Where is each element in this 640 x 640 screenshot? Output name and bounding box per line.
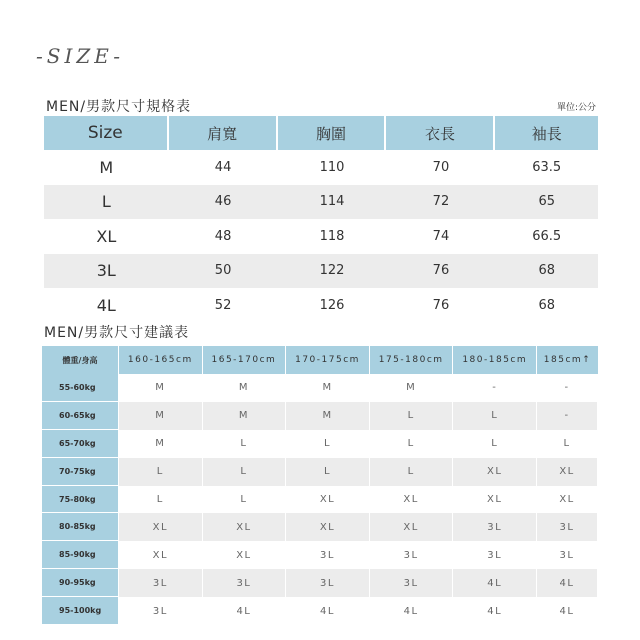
weight-cell: 95-100kg bbox=[42, 597, 119, 625]
recommend-cell: XL bbox=[537, 458, 598, 486]
recommend-cell: 4L bbox=[370, 597, 454, 625]
recommend-cell: XL bbox=[119, 513, 203, 541]
recommend-table-header bbox=[42, 346, 598, 374]
recommend-cell: M bbox=[370, 374, 454, 402]
recommend-cell: M bbox=[119, 402, 203, 430]
recommend-cell: L bbox=[119, 486, 203, 514]
recommend-cell: 3L bbox=[286, 541, 370, 569]
recommend-cell: - bbox=[453, 374, 537, 402]
recommend-cell: 4L bbox=[537, 569, 598, 597]
header-length: 衣長 bbox=[386, 116, 495, 150]
table-row bbox=[42, 569, 598, 597]
size-table-header bbox=[44, 116, 598, 150]
header-height-range: 165-170cm bbox=[203, 346, 287, 374]
recommend-cell: 3L bbox=[537, 541, 598, 569]
recommend-cell: M bbox=[286, 402, 370, 430]
recommend-cell: L bbox=[537, 430, 598, 458]
page-title: -SIZE- bbox=[36, 44, 124, 68]
value-cell: 118 bbox=[319, 228, 345, 244]
header-height-range: 185cm↑ bbox=[537, 346, 598, 374]
size-cell: L bbox=[44, 185, 169, 220]
header-height-range: 160-165cm bbox=[119, 346, 203, 374]
recommend-cell: XL bbox=[286, 486, 370, 514]
value-cell: 114 bbox=[278, 185, 387, 220]
size-cell: 4L bbox=[96, 295, 116, 315]
table-row bbox=[42, 430, 598, 458]
recommend-cell: M bbox=[119, 430, 203, 458]
value-cell: 52 bbox=[214, 297, 232, 313]
recommend-cell: L bbox=[203, 430, 287, 458]
table-row bbox=[44, 150, 598, 185]
value-cell: 65 bbox=[495, 185, 598, 220]
recommend-cell: M bbox=[203, 402, 287, 430]
header-sleeve: 袖長 bbox=[495, 116, 598, 150]
recommend-cell: L bbox=[203, 486, 287, 514]
recommend-cell: 3L bbox=[370, 569, 454, 597]
table-row bbox=[42, 541, 598, 569]
table-row bbox=[42, 597, 598, 625]
table-row bbox=[42, 513, 598, 541]
recommend-cell: L bbox=[453, 430, 537, 458]
value-cell: 68 bbox=[538, 297, 555, 313]
recommend-cell: 3L bbox=[119, 597, 203, 625]
recommend-cell: 3L bbox=[370, 541, 454, 569]
recommend-cell: L bbox=[453, 402, 537, 430]
recommend-cell: M bbox=[203, 374, 287, 402]
recommend-cell: 4L bbox=[286, 597, 370, 625]
recommend-cell: 4L bbox=[453, 569, 537, 597]
value-cell: 72 bbox=[386, 185, 495, 220]
recommend-chart-title: MEN/男款尺寸建議表 bbox=[44, 325, 190, 341]
header-chest: 胸圍 bbox=[278, 116, 387, 150]
recommend-cell: 3L bbox=[203, 569, 287, 597]
recommend-cell: XL bbox=[453, 458, 537, 486]
recommend-cell: L bbox=[203, 458, 287, 486]
recommend-cell: XL bbox=[453, 486, 537, 514]
header-shoulder: 肩寬 bbox=[169, 116, 278, 150]
header-height-range: 175-180cm bbox=[370, 346, 454, 374]
recommend-cell: XL bbox=[537, 486, 598, 514]
recommend-cell: 3L bbox=[286, 569, 370, 597]
value-cell: 70 bbox=[432, 159, 450, 175]
table-row bbox=[44, 219, 598, 254]
value-cell: 74 bbox=[432, 228, 450, 244]
header-weight-height: 體重/身高 bbox=[42, 346, 119, 374]
value-cell: 46 bbox=[169, 185, 278, 220]
recommend-cell: M bbox=[286, 374, 370, 402]
value-cell: 76 bbox=[386, 254, 495, 289]
recommend-cell: L bbox=[286, 430, 370, 458]
recommend-cell: L bbox=[286, 458, 370, 486]
recommend-cell: XL bbox=[370, 513, 454, 541]
unit-label: 單位:公分 bbox=[556, 103, 596, 113]
recommend-cell: XL bbox=[203, 513, 287, 541]
recommend-cell: XL bbox=[203, 541, 287, 569]
recommend-cell: - bbox=[537, 374, 598, 402]
value-cell: 68 bbox=[495, 254, 598, 289]
weight-cell: 85-90kg bbox=[42, 541, 119, 569]
weight-cell: 55-60kg bbox=[42, 374, 119, 402]
table-row bbox=[44, 185, 598, 220]
table-row bbox=[42, 486, 598, 514]
weight-cell: 65-70kg bbox=[42, 430, 119, 458]
recommend-cell: L bbox=[370, 430, 454, 458]
value-cell: 76 bbox=[432, 297, 450, 313]
recommend-cell: XL bbox=[286, 513, 370, 541]
recommend-cell: - bbox=[537, 402, 598, 430]
weight-cell: 70-75kg bbox=[42, 458, 119, 486]
recommend-cell: L bbox=[119, 458, 203, 486]
header-height-range: 170-175cm bbox=[286, 346, 370, 374]
recommend-cell: 4L bbox=[537, 597, 598, 625]
table-row bbox=[44, 288, 598, 323]
recommend-cell: L bbox=[370, 402, 454, 430]
weight-cell: 90-95kg bbox=[42, 569, 119, 597]
header-height-range: 180-185cm bbox=[453, 346, 537, 374]
header-size: Size bbox=[44, 116, 169, 150]
weight-cell: 60-65kg bbox=[42, 402, 119, 430]
recommend-cell: 4L bbox=[453, 597, 537, 625]
table-row bbox=[44, 254, 598, 289]
recommend-cell: XL bbox=[119, 541, 203, 569]
size-cell: M bbox=[99, 157, 114, 177]
table-row bbox=[42, 374, 598, 402]
value-cell: 44 bbox=[214, 159, 232, 175]
value-cell: 110 bbox=[319, 159, 345, 175]
recommend-cell: 4L bbox=[203, 597, 287, 625]
table-row bbox=[42, 402, 598, 430]
value-cell: 122 bbox=[278, 254, 387, 289]
size-cell: 3L bbox=[44, 254, 169, 289]
value-cell: 126 bbox=[319, 297, 345, 313]
size-chart-title: MEN/男款尺寸規格表 bbox=[46, 99, 192, 115]
recommend-cell: M bbox=[119, 374, 203, 402]
value-cell: 63.5 bbox=[532, 159, 562, 175]
value-cell: 50 bbox=[169, 254, 278, 289]
recommend-cell: 3L bbox=[453, 541, 537, 569]
weight-cell: 75-80kg bbox=[42, 486, 119, 514]
recommend-cell: 3L bbox=[537, 513, 598, 541]
weight-cell: 80-85kg bbox=[42, 513, 119, 541]
size-recommend-table bbox=[42, 346, 598, 625]
size-spec-table bbox=[44, 116, 598, 323]
value-cell: 66.5 bbox=[532, 228, 562, 244]
value-cell: 48 bbox=[214, 228, 232, 244]
recommend-cell: 3L bbox=[453, 513, 537, 541]
size-cell: XL bbox=[96, 226, 117, 246]
table-row bbox=[42, 458, 598, 486]
recommend-cell: XL bbox=[370, 486, 454, 514]
recommend-cell: 3L bbox=[119, 569, 203, 597]
recommend-cell: L bbox=[370, 458, 454, 486]
